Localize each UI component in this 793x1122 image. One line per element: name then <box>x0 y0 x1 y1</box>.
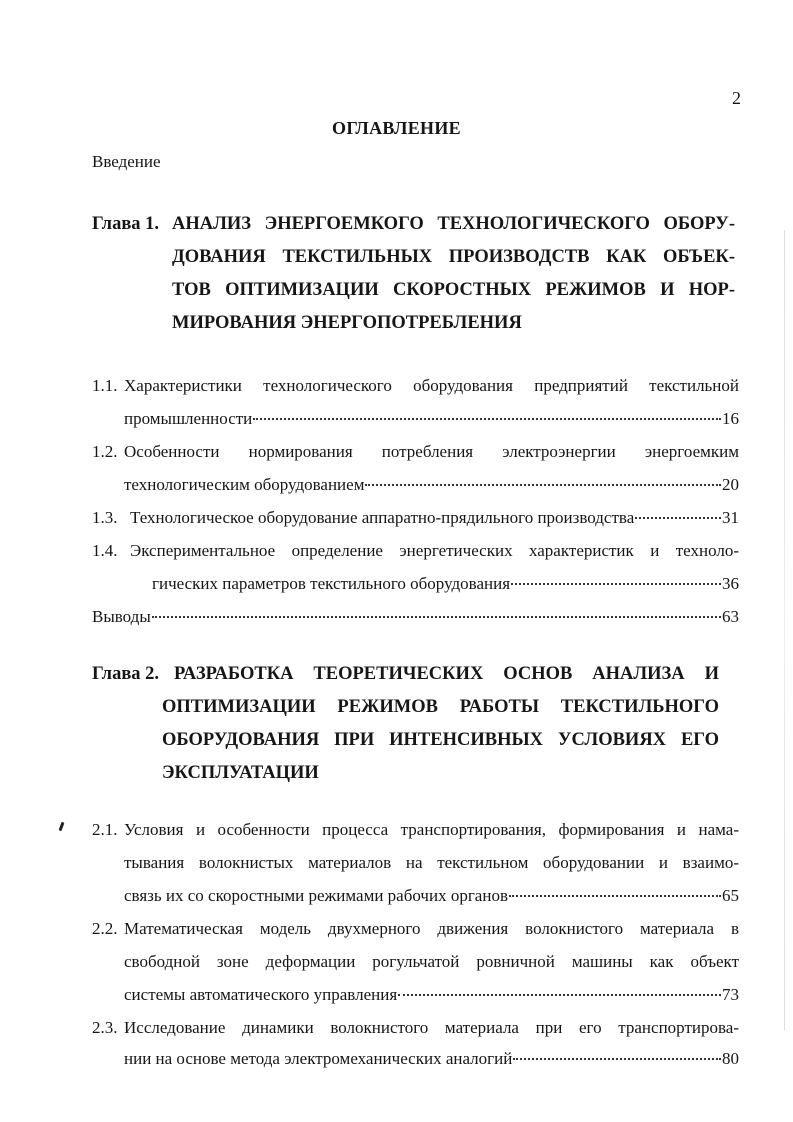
toc-entry-1-3[interactable] <box>130 508 739 528</box>
toc-entry-text: свободной зоне деформации рогульчатой ровничной машины как объект <box>124 952 739 971</box>
toc-page-number: 16 <box>722 409 739 428</box>
chapter-1-title-line: МИРОВАНИЯ ЭНЕРГОПОТРЕБЛЕНИЯ <box>172 313 522 333</box>
toc-entry-text: связь их со скоростными режимами рабочих органов <box>124 886 508 905</box>
chapter-2-heading <box>92 664 732 794</box>
dot-leader <box>253 418 721 420</box>
dot-leader <box>398 994 721 996</box>
section-number: 2.2. <box>92 919 118 938</box>
page-number: 2 <box>732 88 741 108</box>
toc-entry-text: Характеристики технологического оборудования предприятий текстильной <box>124 376 739 395</box>
dot-leader <box>511 583 721 585</box>
toc-entry-2-3[interactable] <box>124 1049 739 1069</box>
page-title: ОГЛАВЛЕНИЕ <box>332 118 461 138</box>
section-number: 1.4. <box>92 541 118 560</box>
section-number: 2.3. <box>92 1018 118 1037</box>
toc-entry-text: Технологическое оборудование аппаратно-прядильного производства <box>130 508 635 527</box>
chapter-2-title-line: ЭКСПЛУАТАЦИИ <box>162 763 319 783</box>
toc-entry-text: нии на основе метода электромеханических аналогий <box>124 1049 513 1068</box>
toc-introduction: Введение <box>92 152 161 171</box>
scan-mark <box>59 822 65 831</box>
section-number: 1.2. <box>92 442 118 461</box>
toc-entry-1-1[interactable] <box>124 409 739 429</box>
section-number: 1.3. <box>92 508 118 527</box>
chapter-1-title-line: АНАЛИЗ ЭНЕРГОЕМКОГО ТЕХНОЛОГИЧЕСКОГО ОБОРУ- <box>172 214 735 234</box>
toc-entry-text: технологическим оборудованием <box>124 475 365 494</box>
chapter-1-label: Глава 1. <box>92 214 160 234</box>
chapter-2-title-line: ОБОРУДОВАНИЯ ПРИ ИНТЕНСИВНЫХ УСЛОВИЯХ ЕГО <box>162 730 719 750</box>
toc-page-number: 36 <box>722 574 739 593</box>
toc-page-number: 31 <box>722 508 739 527</box>
toc-page-number: 73 <box>722 985 739 1004</box>
scan-edge-shadow <box>784 230 785 1030</box>
section-number: 2.1. <box>92 820 118 839</box>
toc-entry-1-4[interactable] <box>152 574 739 594</box>
toc-entry-text: Математическая модель двухмерного движения волокнистого материала в <box>124 919 739 938</box>
toc-entry-text: Экспериментальное определение энергетических характеристик и техноло- <box>130 541 739 560</box>
toc-page-number: 80 <box>722 1049 739 1068</box>
dot-leader <box>509 895 721 897</box>
chapter-2-title-line: РАЗРАБОТКА ТЕОРЕТИЧЕСКИХ ОСНОВ АНАЛИЗА И <box>174 664 719 684</box>
chapter-1-title-line: ДОВАНИЯ ТЕКСТИЛЬНЫХ ПРОИЗВОДСТВ КАК ОБЪЕК- <box>172 247 735 267</box>
dot-leader <box>635 517 721 519</box>
toc-entry-1-2[interactable] <box>124 475 739 495</box>
toc-entry-text: Выводы <box>92 607 151 626</box>
section-number: 1.1. <box>92 376 118 395</box>
toc-page-number: 65 <box>722 886 739 905</box>
toc-entry-text: гических параметров текстильного оборудования <box>152 574 511 593</box>
chapter-2-label: Глава 2. <box>92 664 160 684</box>
toc-entry-text: Исследование динамики волокнистого материала при его транспортирова- <box>124 1018 739 1037</box>
toc-entry-text: Особенности нормирования потребления электроэнергии энергоемким <box>124 442 739 461</box>
toc-entry-text: Условия и особенности процесса транспортирования, формирования и нама- <box>124 820 739 839</box>
toc-entry-text: промышленности <box>124 409 253 428</box>
chapter-1-heading <box>92 214 735 344</box>
dot-leader <box>513 1058 721 1060</box>
toc-page-number: 20 <box>722 475 739 494</box>
toc-entry-text: системы автоматического управления <box>124 985 398 1004</box>
chapter-2-title-line: ОПТИМИЗАЦИИ РЕЖИМОВ РАБОТЫ ТЕКСТИЛЬНОГО <box>162 697 719 717</box>
toc-page-number: 63 <box>722 607 739 626</box>
chapter-1-title-line: ТОВ ОПТИМИЗАЦИИ СКОРОСТНЫХ РЕЖИМОВ И НОР- <box>172 280 735 300</box>
toc-entry-2-2[interactable] <box>124 985 739 1005</box>
toc-entry-text: тывания волокнистых материалов на текстильном оборудовании и взаимо- <box>124 853 739 872</box>
toc-entry-conclusions[interactable] <box>92 607 739 627</box>
dot-leader <box>152 616 721 618</box>
dot-leader <box>365 484 721 486</box>
toc-entry-2-1[interactable] <box>124 886 739 906</box>
